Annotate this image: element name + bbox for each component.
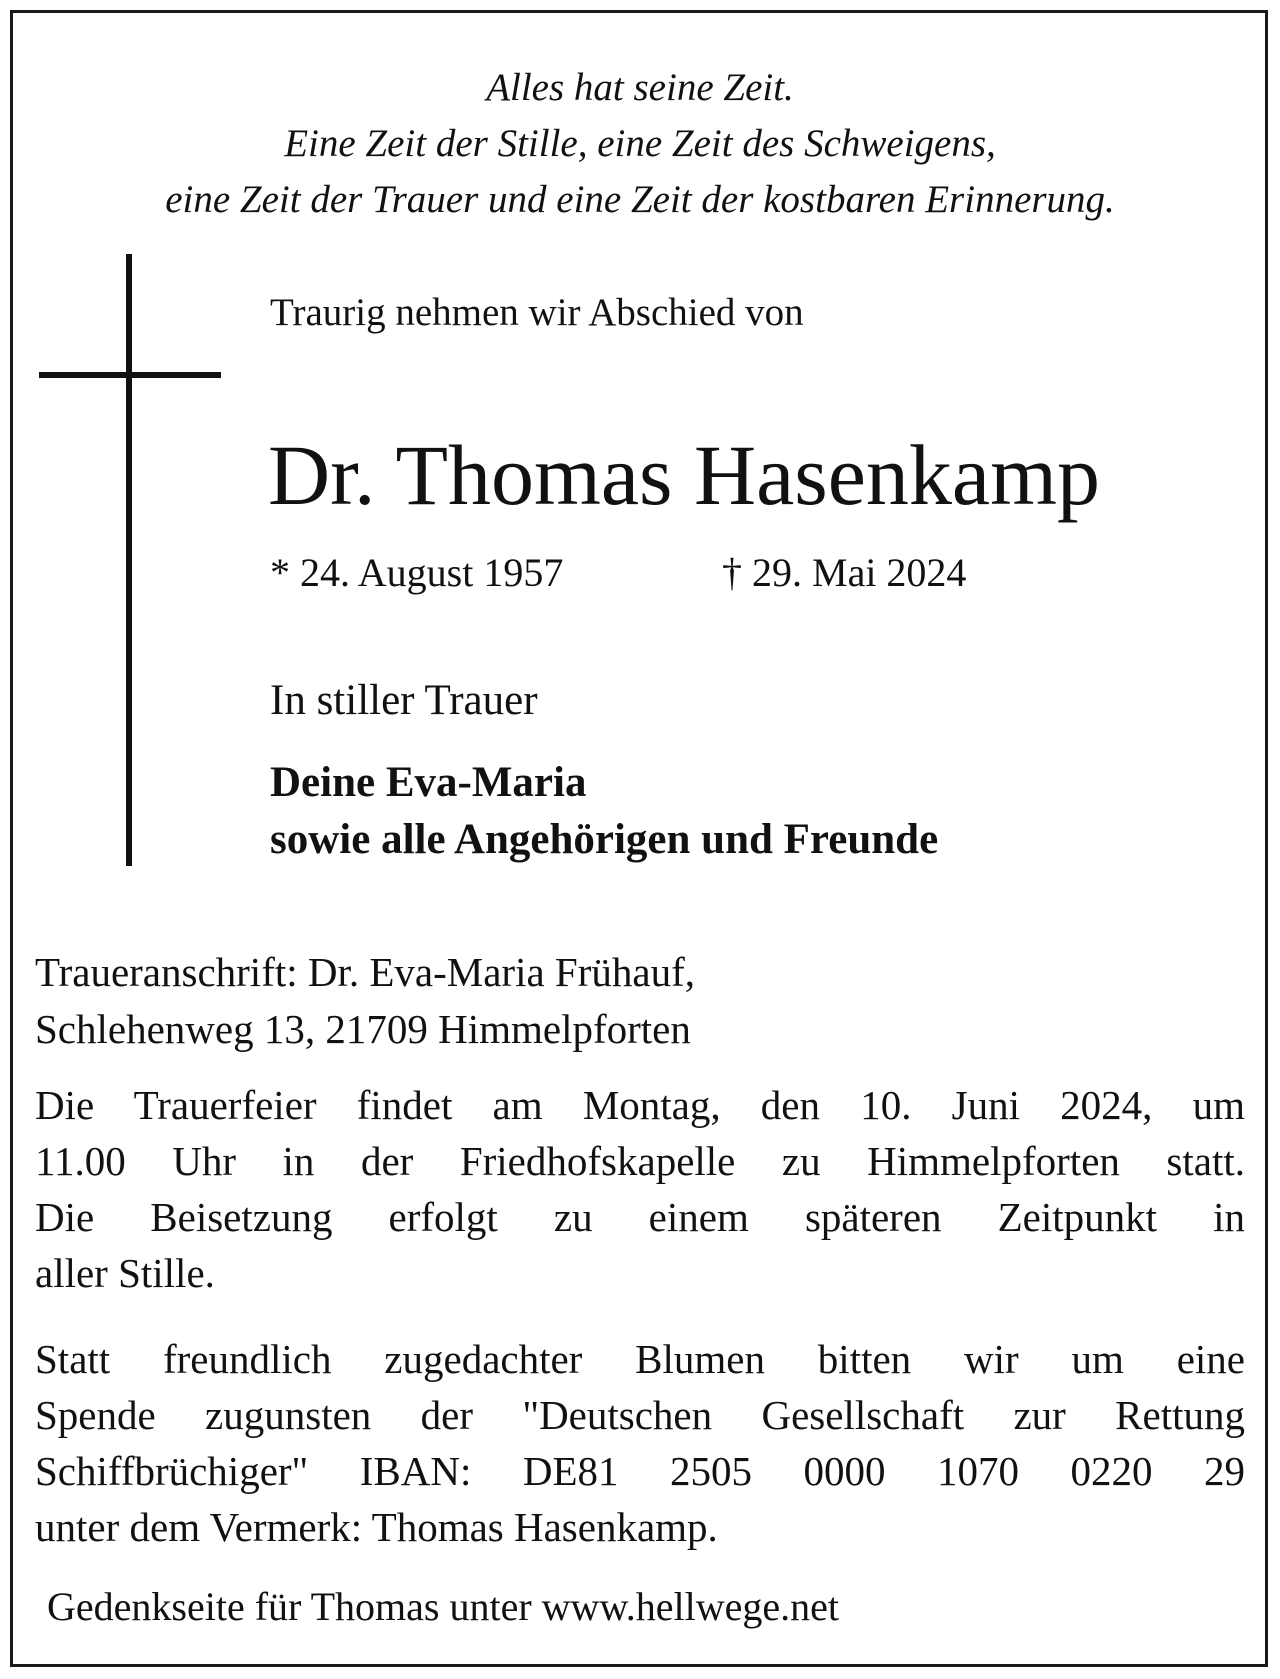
- address-line: Schlehenweg 13, 21709 Himmelpforten: [35, 1006, 691, 1052]
- motto-line: Eine Zeit der Stille, eine Zeit des Schweigens,: [284, 122, 996, 165]
- birth-date: * 24. August 1957: [270, 550, 564, 595]
- paragraph-line: unter dem Vermerk: Thomas Hasenkamp.: [35, 1504, 718, 1550]
- signers: [270, 754, 938, 868]
- paragraph-line: Spende zugunsten der "Deutschen Gesellschaft zur Rettung: [35, 1392, 1245, 1438]
- cross-icon: [126, 254, 132, 866]
- farewell-intro: Traurig nehmen wir Abschied von: [270, 291, 804, 334]
- paragraph-line: 11.00 Uhr in der Friedhofskapelle zu Himmelpforten statt.: [35, 1138, 1245, 1184]
- paragraph-line: Schiffbrüchiger" IBAN: DE81 2505 0000 1070 0220 29: [35, 1448, 1245, 1494]
- motto-verse: [0, 60, 1280, 228]
- memorial-page-note: Gedenkseite für Thomas unter www.hellwege.net: [47, 1584, 839, 1629]
- paragraph-line: Die Beisetzung erfolgt zu einem späteren Zeitpunkt in: [35, 1194, 1245, 1240]
- life-dates: [270, 548, 967, 598]
- ceremony-paragraph: [35, 1077, 1245, 1301]
- motto-line: Alles hat seine Zeit.: [486, 66, 794, 109]
- paragraph-line: aller Stille.: [35, 1250, 215, 1296]
- motto-line: eine Zeit der Trauer und eine Zeit der kostbaren Erinnerung.: [165, 178, 1115, 221]
- cross-icon-beam: [39, 372, 221, 378]
- mourning-address: [35, 944, 695, 1058]
- deceased-name: Dr. Thomas Hasenkamp: [268, 427, 1100, 523]
- paragraph-line: Die Trauerfeier findet am Montag, den 10. Juni 2024, um: [35, 1082, 1245, 1128]
- donation-paragraph: [35, 1331, 1245, 1555]
- signer-line: Deine Eva-Maria: [270, 759, 587, 806]
- death-date: † 29. Mai 2024: [722, 550, 967, 595]
- mourning-text: In stiller Trauer: [270, 677, 538, 724]
- paragraph-line: Statt freundlich zugedachter Blumen bitten wir um eine: [35, 1336, 1245, 1382]
- signer-line: sowie alle Angehörigen und Freunde: [270, 816, 939, 863]
- address-line: Traueranschrift: Dr. Eva-Maria Frühauf,: [35, 949, 695, 995]
